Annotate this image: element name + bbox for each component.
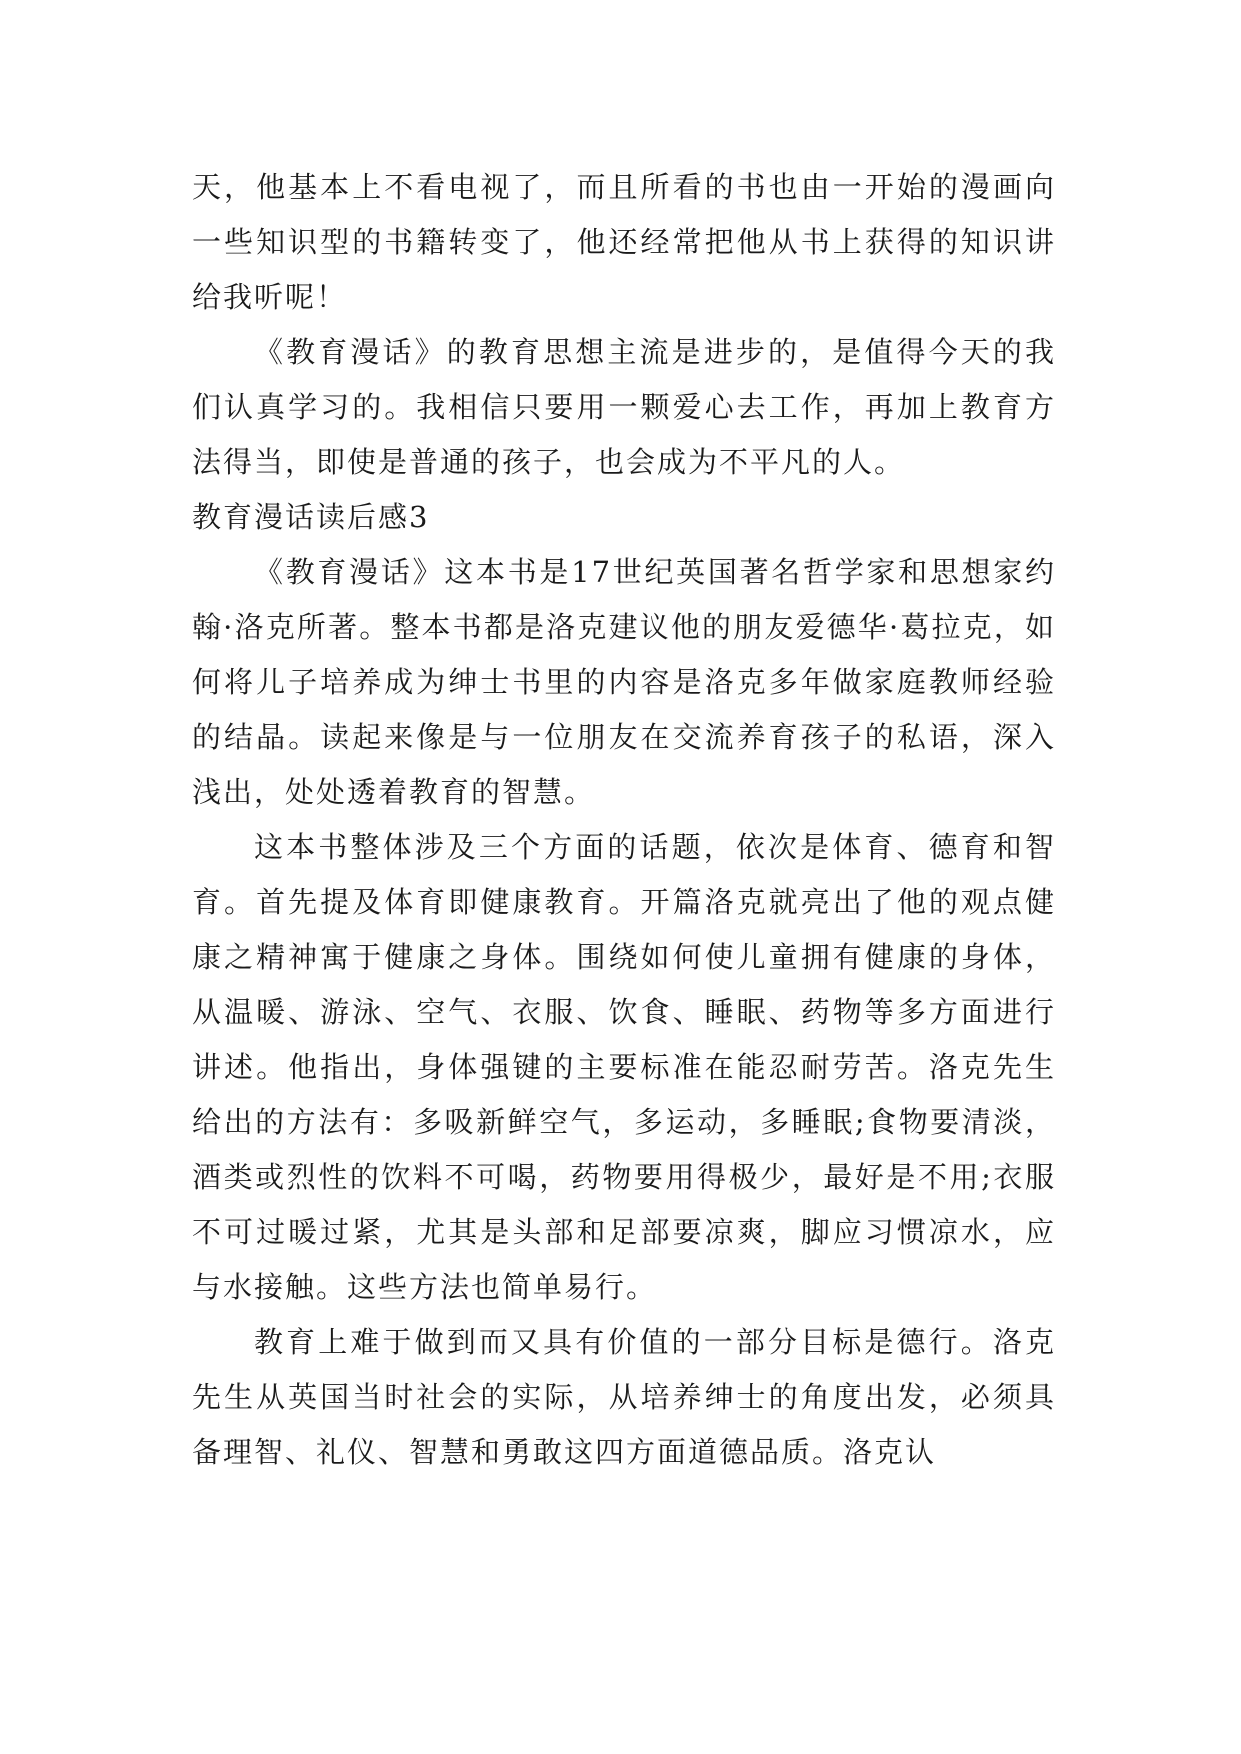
section-title: 教育漫话读后感3: [192, 500, 430, 534]
paragraph-morality: 教育上难于做到而又具有价值的一部分目标是德行。洛克先生从英国当时社会的实际，从培养绅士的角度出发，必须具备理智、礼仪、智慧和勇敢这四方面道德品质。洛克认: [192, 1325, 1056, 1469]
paragraph-continued: 天，他基本上不看电视了，而且所看的书也由一开始的漫画向一些知识型的书籍转变了，他还经常把他从书上获得的知识讲给我听呢！: [192, 170, 1056, 314]
paragraph-intro: 《教育漫话》这本书是17世纪英国著名哲学家和思想家约翰·洛克所著。整本书都是洛克建议他的朋友爱德华·葛拉克，如何将儿子培养成为绅士书里的内容是洛克多年做家庭教师经验的结晶。读起来像是与一位朋友在交流养育孩子的私语，深入浅出，处处透着教育的智慧。: [192, 555, 1056, 809]
paragraph-conclusion: 《教育漫话》的教育思想主流是进步的，是值得今天的我们认真学习的。我相信只要用一颗爱心去工作，再加上教育方法得当，即使是普通的孩子，也会成为不平凡的人。: [192, 335, 1056, 479]
paragraph-health: 这本书整体涉及三个方面的话题，依次是体育、德育和智育。首先提及体育即健康教育。开篇洛克就亮出了他的观点健康之精神寓于健康之身体。围绕如何使儿童拥有健康的身体，从温暖、游泳、空气、衣服、饮食、睡眠、药物等多方面进行讲述。他指出，身体强键的主要标准在能忍耐劳苦。洛克先生给出的方法有：多吸新鲜空气，多运动，多睡眠;食物要清淡，酒类或烈性的饮料不可喝，药物要用得极少，最好是不用;衣服不可过暖过紧，尤其是头部和足部要凉爽，脚应习惯凉水，应与水接触。这些方法也简单易行。: [192, 830, 1056, 1304]
document-body: [192, 160, 1056, 1480]
